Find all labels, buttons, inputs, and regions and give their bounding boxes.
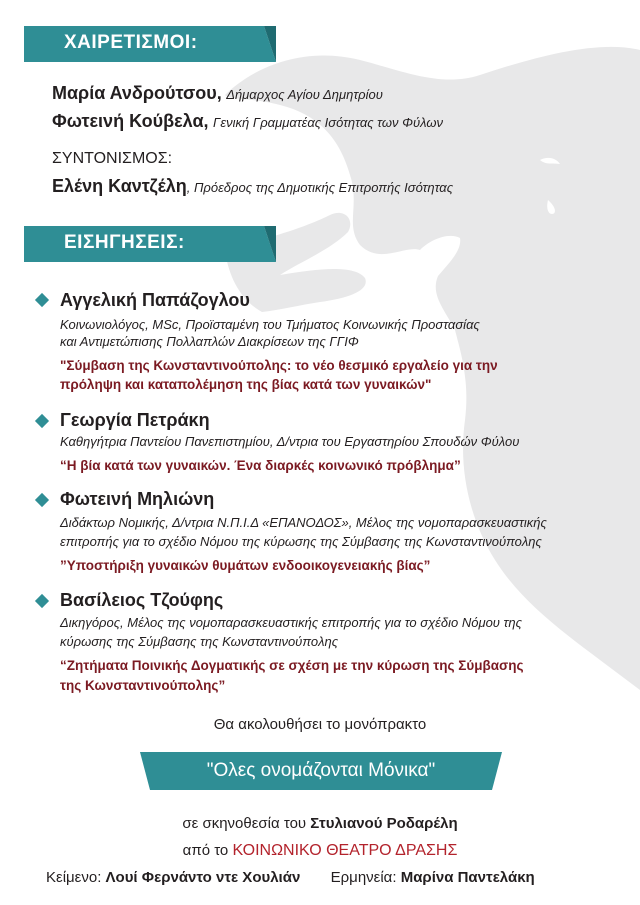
performer-name: Μαρίνα Παντελάκη bbox=[400, 869, 535, 886]
coordinator bbox=[52, 176, 453, 197]
direction-line bbox=[0, 815, 640, 832]
text-label: Κείμενο: bbox=[46, 869, 106, 886]
presentations-heading: ΕΙΣΗΓΗΣΕΙΣ: bbox=[64, 232, 185, 253]
speaker-name: Φωτεινή Μηλιώνη bbox=[60, 489, 215, 509]
person-role: Γενική Γραμματέας Ισότητας των Φύλων bbox=[212, 115, 443, 130]
play-title-banner bbox=[140, 752, 502, 790]
speaker-description: και Αντιμετώπισης Πολλαπλών Διακρίσεων της ΓΓΙΦ bbox=[60, 334, 359, 349]
author-name: Λουί Φερνάντο ντε Χουλιάν bbox=[105, 869, 301, 886]
direction-prefix: σε σκηνοθεσία του bbox=[182, 815, 311, 832]
coordination-label: ΣΥΝΤΟΝΙΣΜΟΣ: bbox=[52, 150, 173, 167]
theatre-name: ΚΟΙΝΩΝΙΚΟ ΘΕΑΤΡΟ ΔΡΑΣΗΣ bbox=[232, 842, 458, 859]
presentation-title: πρόληψη και καταπολέμηση της βίας κατά των γυναικών" bbox=[60, 377, 432, 392]
person-name: Μαρία Ανδρούτσου, bbox=[52, 83, 222, 103]
speaker-name: Βασίλειος Τζούφης bbox=[60, 590, 224, 610]
speaker-name: Αγγελική Παπάζογλου bbox=[60, 290, 250, 310]
credits-line bbox=[46, 869, 535, 886]
director-name: Στυλιανού Ροδαρέλη bbox=[310, 815, 458, 832]
presentation-title: “Ζητήματα Ποινικής Δογματικής σε σχέση με την κύρωση της Σύμβασης bbox=[60, 658, 524, 673]
speaker-name: Γεωργία Πετράκη bbox=[60, 410, 210, 430]
speaker-description: επιτροπής για το σχέδιο Νόμου της κύρωσης της Σύμβασης της Κωνσταντινούπολης bbox=[60, 534, 542, 549]
speaker-description: Διδάκτωρ Νομικής, Δ/ντρια Ν.Π.Ι.Δ «ΕΠΑΝΟΔΟΣ», Μέλος της νομοπαρασκευαστικής bbox=[60, 515, 547, 530]
speaker-description: Κοινωνιολόγος, MSc, Προϊσταμένη του Τμήματος Κοινωνικής Προστασίας bbox=[60, 317, 480, 332]
presentation-title: "Σύμβαση της Κωνσταντινούπολης: το νέο θεσμικό εργαλείο για την bbox=[60, 358, 498, 373]
presentation-title: “Η βία κατά των γυναικών. Ένα διαρκές κοινωνικό πρόβλημα” bbox=[60, 458, 461, 473]
play-intro: Θα ακολουθήσει το μονόπρακτο bbox=[213, 716, 427, 733]
theatre-line bbox=[0, 842, 640, 860]
speaker-description: Καθηγήτρια Παντείου Πανεπιστημίου, Δ/ντρια του Εργαστηρίου Σπουδών Φύλου bbox=[60, 434, 520, 449]
coordinator-name: Ελένη Καντζέλη bbox=[52, 176, 187, 196]
presentation-title: ”Υποστήριξη γυναικών θυμάτων ενδοοικογενειακής βίας” bbox=[60, 558, 431, 573]
person-role: Δήμαρχος Αγίου Δημητρίου bbox=[226, 87, 383, 102]
presentation-title: της Κωνσταντινούπολης” bbox=[60, 678, 226, 693]
speaker-description: κύρωσης της Σύμβασης της Κωνσταντινούπολης bbox=[60, 634, 339, 649]
greetings-banner bbox=[24, 26, 276, 62]
greeting-person-2 bbox=[52, 111, 443, 132]
greeting-person-1 bbox=[52, 83, 383, 104]
speaker-description: Δικηγόρος, Μέλος της νομοπαρασκευαστικής επιτροπής για το σχέδιο Νόμου της bbox=[60, 615, 522, 630]
coordinator-role: , Πρόεδρος της Δημοτικής Επιτροπής Ισότητας bbox=[186, 180, 454, 195]
presentations-banner bbox=[24, 226, 276, 262]
greetings-heading: ΧΑΙΡΕΤΙΣΜΟΙ: bbox=[64, 32, 198, 53]
performance-label: Ερμηνεία: bbox=[330, 869, 401, 886]
by-prefix: από το bbox=[182, 842, 233, 859]
person-name: Φωτεινή Κούβελα, bbox=[52, 111, 209, 131]
play-title: "Ολες ονομάζονται Μόνικα" bbox=[206, 760, 436, 781]
